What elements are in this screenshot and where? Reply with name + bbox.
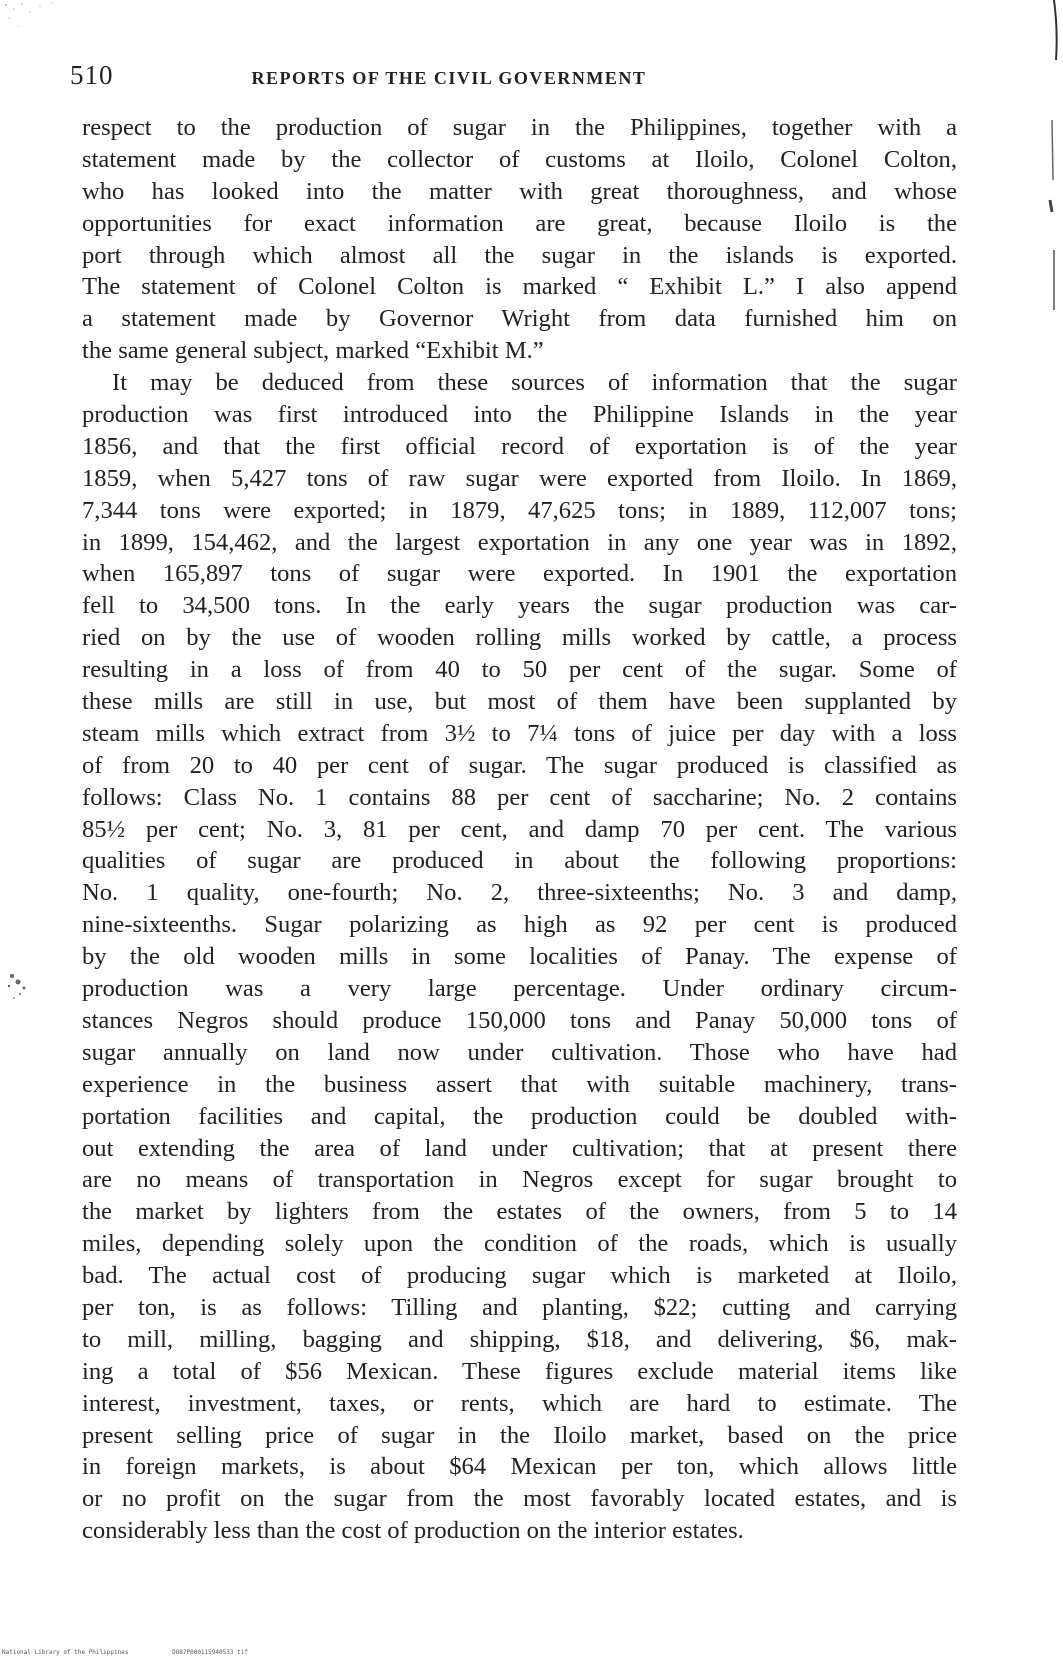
scan-binding-edge-right xyxy=(1042,0,1063,320)
text-line: 1856, and that the first official record of exportation is of the year xyxy=(82,432,957,460)
text-line: fell to 34,500 tons. In the early years the sugar production was car- xyxy=(82,592,957,620)
text-line: 7,344 tons were exported; in 1879, 47,625 tons; in 1889, 112,007 tons; xyxy=(82,496,957,524)
paragraph xyxy=(82,367,957,1547)
text-line: follows: Class No. 1 contains 88 per cent of saccharine; No. 2 contains xyxy=(82,783,957,811)
text-line: No. 1 quality, one-fourth; No. 2, three-sixteenths; No. 3 and damp, xyxy=(82,879,957,907)
text-line: considerably less than the cost of production on the interior estates. xyxy=(82,1517,744,1545)
scan-footer xyxy=(2,1649,288,1656)
text-line: by the old wooden mills in some localities of Panay. The expense of xyxy=(82,943,957,971)
text-line: experience in the business assert that with suitable machinery, trans- xyxy=(82,1070,957,1098)
text-line: production was first introduced into the Philippine Islands in the year xyxy=(82,401,957,429)
text-line: when 165,897 tons of sugar were exported. In 1901 the exportation xyxy=(82,560,957,588)
text-line: the same general subject, marked “Exhibit M.” xyxy=(82,337,544,365)
paragraph xyxy=(82,112,957,367)
text-line: a statement made by Governor Wright from data furnished him on xyxy=(82,305,957,333)
text-line: or no profit on the sugar from the most favorably located estates, and is xyxy=(82,1485,957,1513)
text-line: in foreign markets, is about $64 Mexican per ton, which allows little xyxy=(82,1453,957,1481)
text-line: steam mills which extract from 3½ to 7¼ tons of juice per day with a loss xyxy=(82,719,957,747)
text-line: of from 20 to 40 per cent of sugar. The sugar produced is classified as xyxy=(82,751,957,779)
scan-blot-left-margin xyxy=(0,960,36,1010)
text-line: The statement of Colonel Colton is marked “ Exhibit L.” I also append xyxy=(82,273,957,301)
body-text xyxy=(82,112,957,1547)
text-line: miles, depending solely upon the condition of the roads, which is usually xyxy=(82,1230,957,1258)
text-line: 1859, when 5,427 tons of raw sugar were exported from Iloilo. In 1869, xyxy=(82,464,957,492)
text-line: these mills are still in use, but most of them have been supplanted by xyxy=(82,688,957,716)
text-line: ried on by the use of wooden rolling mills worked by cattle, a process xyxy=(82,624,957,652)
text-line: per ton, is as follows: Tilling and planting, $22; cutting and carrying xyxy=(82,1293,957,1321)
text-line: the market by lighters from the estates of the owners, from 5 to 14 xyxy=(82,1198,957,1226)
running-head: REPORTS OF THE CIVIL GOVERNMENT xyxy=(251,68,647,88)
text-line: respect to the production of sugar in the Philippines, together with a xyxy=(82,114,957,141)
text-line: present selling price of sugar in the Iloilo market, based on the price xyxy=(82,1421,957,1449)
text-line: sugar annually on land now under cultivation. Those who have had xyxy=(82,1038,957,1066)
text-line: resulting in a loss of from 40 to 50 per cent of the sugar. Some of xyxy=(82,656,957,684)
text-line: production was a very large percentage. Under ordinary circum- xyxy=(82,975,957,1003)
text-line: stances Negros should produce 150,000 tons and Panay 50,000 tons of xyxy=(82,1006,957,1034)
text-line: qualities of sugar are produced in about the following proportions: xyxy=(82,847,957,875)
library-credit: National Library of the Philippines xyxy=(2,1649,129,1656)
text-line: port through which almost all the sugar in the islands is exported. xyxy=(82,241,957,269)
text-line: are no means of transportation in Negros except for sugar brought to xyxy=(82,1166,957,1194)
page-number: 510 xyxy=(70,60,114,90)
text-line: portation facilities and capital, the production could be doubled with- xyxy=(82,1102,957,1130)
text-line: bad. The actual cost of producing sugar which is marketed at Iloilo, xyxy=(82,1262,957,1290)
text-line: interest, investment, taxes, or rents, which are hard to estimate. The xyxy=(82,1389,957,1417)
text-line: out extending the area of land under cultivation; that at present there xyxy=(82,1134,957,1162)
text-line: opportunities for exact information are great, because Iloilo is the xyxy=(82,209,957,237)
scan-noise-top-left xyxy=(0,0,90,40)
text-line: statement made by the collector of customs at Iloilo, Colonel Colton, xyxy=(82,145,957,173)
text-line: ing a total of $56 Mexican. These figures exclude material items like xyxy=(82,1357,957,1385)
text-line: who has looked into the matter with great thoroughness, and whose xyxy=(82,177,957,205)
text-line: nine-sixteenths. Sugar polarizing as high as 92 per cent is produced xyxy=(82,911,957,939)
text-line: to mill, milling, bagging and shipping, $18, and delivering, $6, mak- xyxy=(82,1325,957,1353)
text-line: It may be deduced from these sources of information that the sugar xyxy=(112,369,957,397)
page-header xyxy=(70,60,770,96)
text-line: 85½ per cent; No. 3, 81 per cent, and damp 70 per cent. The various xyxy=(82,815,957,843)
file-id: DO87P000115940533 tif xyxy=(172,1649,248,1656)
text-line: in 1899, 154,462, and the largest exportation in any one year was in 1892, xyxy=(82,528,957,556)
